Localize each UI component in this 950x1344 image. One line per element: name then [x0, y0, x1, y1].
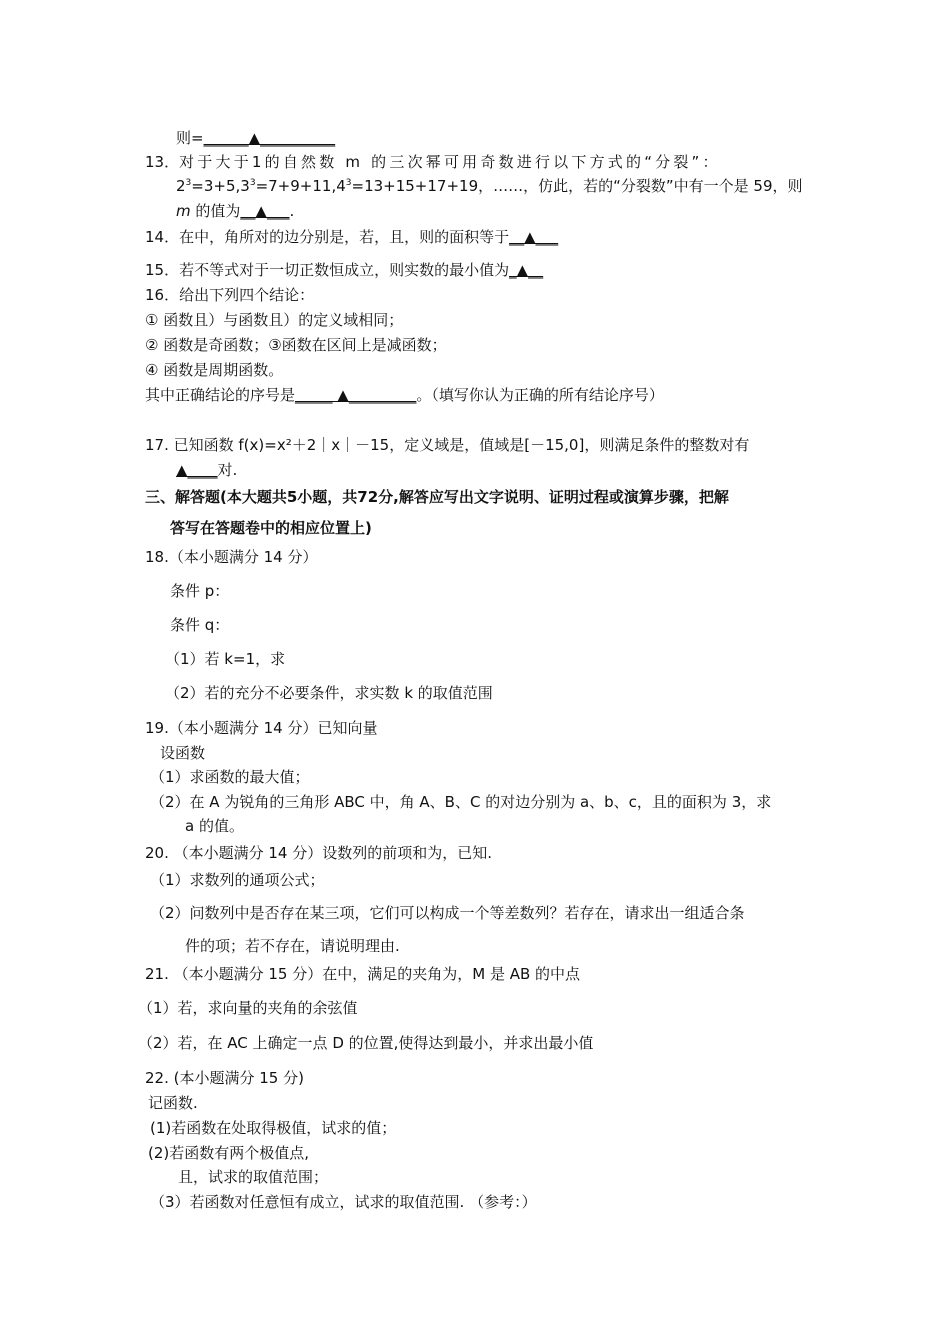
- q19-head: 19.（本小题满分 14 分）已知向量: [145, 719, 378, 737]
- q14-line: [145, 227, 558, 247]
- q13-answer-blank: __▲___: [240, 202, 290, 220]
- q18-head: 18.（本小题满分 14 分）: [145, 548, 318, 566]
- section3-heading-cont: 答写在答题卷中的相应位置上): [170, 519, 372, 537]
- q16-item3: ④ 函数是周期函数。: [145, 361, 284, 379]
- q12-prefix: 则=: [176, 129, 204, 147]
- q13-number: 13．: [145, 153, 180, 171]
- q13-var-m: m: [176, 202, 191, 220]
- q16-item1: ① 函数且）与函数且）的定义域相同；: [145, 311, 404, 329]
- q20-part2: （2）问数列中是否存在某三项，它们可以构成一个等差数列？若存在，请求出一组适合条: [150, 904, 745, 922]
- q14-text: 14．在中，角所对的边分别是，若，且，则的面积等于: [145, 228, 510, 246]
- q13-text2d: =13+15+17+19，……，仿此，若的“分裂数”中有一个是 59，则: [351, 177, 803, 195]
- q13-text2a: 2: [176, 177, 186, 195]
- q13-sup3: 3: [345, 178, 352, 188]
- q21-head: 21. （本小题满分 15 分）在中，满足的夹角为，M 是 AB 的中点: [145, 965, 581, 983]
- q12-line: [176, 128, 335, 148]
- q15-text: 15．若不等式对于一切正数恒成立，则实数的最小值为: [145, 261, 510, 279]
- q18-cond-q: 条件 q：: [170, 616, 230, 634]
- q22-part3: （3）若函数对任意恒有成立，试求的取值范围. （参考：）: [150, 1193, 537, 1211]
- q17-text-end: 对.: [217, 461, 238, 479]
- q21-part1: （1）若，求向量的夹角的余弦值: [138, 999, 358, 1017]
- q16-head: 16．给出下列四个结论：: [145, 286, 315, 304]
- q20-part1: （1）求数列的通项公式；: [150, 871, 325, 889]
- q18-cond-p: 条件 p：: [170, 582, 230, 600]
- q19-part2: （2）在 A 为锐角的三角形 ABC 中，角 A、B、C 的对边分别为 a、b、c，且的面积为 3，求: [150, 793, 772, 811]
- q13-line3: [176, 201, 294, 221]
- q20-part2-cont: 件的项；若不存在，请说明理由.: [185, 937, 400, 955]
- q16-item2: ② 函数是奇函数；③函数在区间上是减函数；: [145, 336, 447, 354]
- q21-part2: （2）若，在 AC 上确定一点 D 的位置,使得达到最小，并求出最小值: [138, 1034, 594, 1052]
- q22-part2: (2)若函数有两个极值点,: [148, 1144, 310, 1162]
- q16-answer-suffix: 。（填写你认为正确的所有结论序号）: [416, 386, 664, 404]
- q17-line1: 17. 已知函数 f(x)=x²＋2｜x｜－15，定义域是，值域是[－15,0]，则满足条件的整数对有: [145, 436, 750, 454]
- q15-answer-blank: _▲__: [509, 261, 544, 279]
- q13-text3-end: .: [289, 202, 295, 220]
- q16-answer-prefix: 其中正确结论的序号是: [145, 386, 296, 404]
- q19-line2: 设函数: [160, 744, 206, 762]
- q12-answer-blank: ______▲__________: [203, 129, 336, 147]
- q17-answer-blank: ▲____: [176, 461, 218, 479]
- q17-line2: [176, 460, 237, 480]
- q18-part1: （1）若 k=1，求: [165, 650, 286, 668]
- q13-text2b: =3+5,3: [191, 177, 250, 195]
- q20-head: 20. （本小题满分 14 分）设数列的前项和为，已知.: [145, 844, 493, 862]
- q13-sup2: 3: [249, 178, 256, 188]
- q13-line1: [145, 152, 721, 172]
- q13-sup1: 3: [185, 178, 192, 188]
- q19-part1: （1）求函数的最大值；: [150, 768, 310, 786]
- q13-text3: 的值为: [190, 202, 241, 220]
- section3-heading: 三、解答题(本大题共5小题，共72分,解答应写出文字说明、证明过程或演算步骤，把解: [145, 488, 729, 506]
- q14-answer-blank: __▲___: [509, 228, 559, 246]
- q15-line: [145, 260, 543, 280]
- q18-part2: （2）若的充分不必要条件，求实数 k 的取值范围: [165, 684, 493, 702]
- q13-line2: [176, 176, 803, 196]
- q13-text2c: =7+9+11,4: [255, 177, 346, 195]
- q16-answer-blank: _____ ▲_________: [295, 386, 417, 404]
- q16-answer-line: [145, 385, 664, 405]
- q22-part1: (1)若函数在处取得极值，试求的值；: [150, 1119, 397, 1137]
- q13-text1: 对于大于1的自然数 m 的三次幂可用奇数进行以下方式的“分裂”：: [179, 153, 721, 171]
- q19-part2-cont: a 的值。: [185, 817, 244, 835]
- q22-head: 22. (本小题满分 15 分): [145, 1069, 304, 1087]
- q22-part2-cont: 且，试求的取值范围；: [178, 1168, 329, 1186]
- q22-line2: 记函数.: [148, 1094, 198, 1112]
